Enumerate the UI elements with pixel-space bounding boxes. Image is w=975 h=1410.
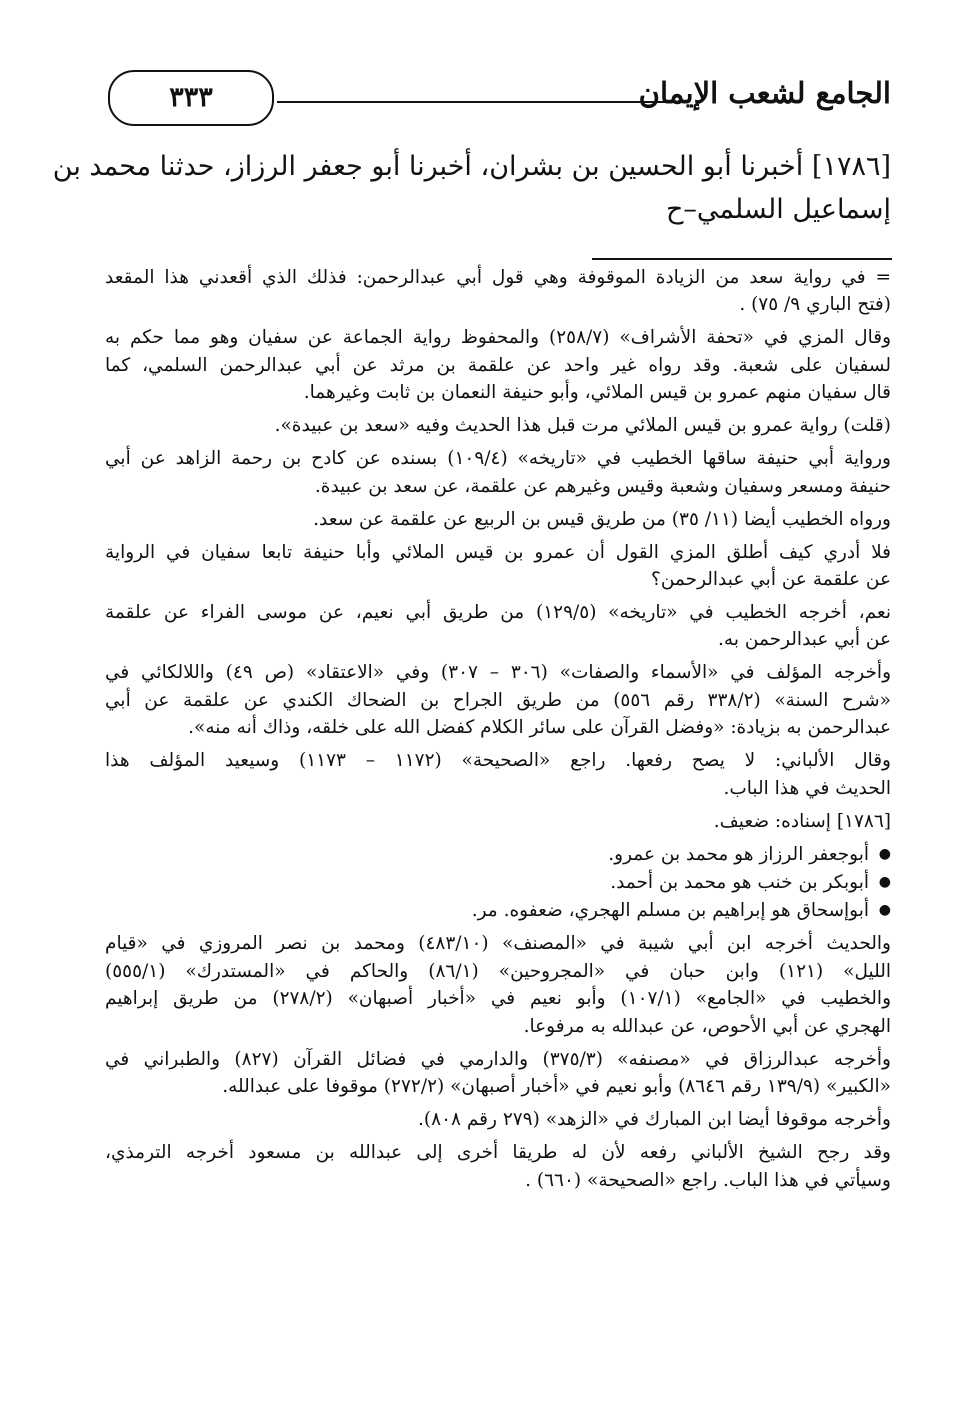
footnotes	[105, 264, 891, 1200]
footnote-paragraph	[105, 264, 891, 319]
footnote-line: لسفيان على شعبة. وقد رواه غير واحد عن علقمة بن مرثد عن أبي عبدالرحمن السلمي، كما	[105, 354, 891, 376]
main-text-line: [١٧٨٦] أخبرنا أبو الحسين بن بشران، أخبرنا أبو جعفر الرزاز، حدثنا محمد بن	[52, 151, 891, 182]
footnote-paragraph	[105, 1106, 891, 1133]
footnote-line: وقال المزي في «تحفة الأشراف» (٢٥٨/٧) والمحفوظ رواية الجماعة عن سفيان وهو مما حكم به	[105, 327, 891, 349]
footnote-line: ورواه الخطيب أيضا (١١/ ٣٥) من طريق قيس بن الربيع عن علقمة عن سعد.	[313, 508, 891, 530]
footnote-line: ورواية أبي حنيفة ساقها الخطيب في «تاريخه» (١٠٩/٤) بسنده عن كادح بن رحمة الزاهد عن أبي	[105, 448, 891, 470]
page-number: ٣٣٣	[108, 70, 274, 126]
footnote-line: «شرح السنة» (٣٣٨/٢ رقم ٥٥٦) من طريق الجراح بن الضحاك الكندي عن علقمة عن أبي	[105, 689, 891, 711]
page-header	[105, 58, 891, 134]
footnote-paragraph	[105, 445, 891, 500]
footnote-line: عن علقمة عن أبي عبدالرحمن؟	[651, 569, 891, 591]
footnote-line: «الكبير» (١٣٩/٩ رقم ٨٦٤٦) وأبو نعيم في «أخبار أصبهان» (٢٧٢/٢) موقوفا على عبدالله.	[222, 1076, 891, 1098]
footnote-line: عبدالرحمن به بزيادة: «وفضل القرآن على سائر الكلام كفضل الله على خلقه، وذاك أنه منه».	[188, 717, 891, 739]
footnote-line: والخطيب في «الجامع» (١٠٧/١) وأبو نعيم في «أخبار أصبهان» (٢٧٨/٢) من طريق إبراهيم	[105, 988, 891, 1010]
footnote-line: قال سفيان منهم عمرو بن قيس الملائي، وأبو حنيفة النعمان بن ثابت وغيرهما.	[303, 382, 891, 404]
footnote-paragraph	[105, 506, 891, 533]
narrator-bullet: ● أبوبكر بن خنب هو محمد بن أحمد.	[105, 869, 891, 896]
footnote-line: الحديث في هذا الباب.	[723, 777, 891, 799]
footnote-line: فلا أدري كيف أطلق المزي القول أن عمرو بن قيس الملائي وأبا حنيفة تابعا سفيان في الرواية	[105, 541, 891, 563]
footnote-line: نعم، أخرجه الخطيب في «تاريخه» (١٢٩/٥) من طريق أبي نعيم، عن موسى الفراء عن علقمة	[105, 602, 891, 624]
footnote-separator	[592, 258, 892, 260]
footnote-line: (فتح الباري ٩/ ٧٥) .	[739, 294, 891, 316]
footnote-line: وقال الألباني: لا يصح رفعها. راجع «الصحيحة» (١١٧٢ – ١١٧٣) وسيعيد المؤلف هذا	[105, 750, 891, 772]
footnote-line: عن أبي عبدالرحمن به.	[718, 629, 891, 651]
footnote-line: (قلت) رواية عمرو بن قيس الملائي مرت قبل هذا الحديث وفيه «سعد بن عبيدة».	[274, 415, 891, 437]
footnote-paragraph	[105, 808, 891, 835]
header-rule	[277, 101, 676, 103]
footnote-line: الليل» (١٢١) وابن حبان في «المجروحين» (٨٦/١) والحاكم في «المستدرك» (٥٥٥/١)	[105, 960, 891, 982]
footnote-paragraph	[105, 659, 891, 741]
footnote-line: وأخرجه عبدالرزاق في «مصنفه» (٣٧٥/٣) والدارمي في فضائل القرآن (٨٢٧) والطبراني في	[105, 1048, 891, 1070]
narrator-bullet: ● أبوإسحاق هو إبراهيم بن مسلم الهجري، ضعفوه. مر.	[105, 897, 891, 924]
footnote-line: الهجري عن أبي الأحوص، عن عبدالله به مرفوعا.	[523, 1015, 891, 1037]
main-text	[52, 145, 891, 231]
narrator-bullet: ● أبوجعفر الرزاز هو محمد بن عمرو.	[105, 841, 891, 868]
footnote-line: [١٧٨٦] إسناده: ضعيف.	[713, 810, 891, 832]
footnote-line: وقد رجح الشيخ الألباني رفعه لأن له طريقا أخرى إلى عبدالله بن مسعود أخرجه الترمذي،	[105, 1142, 891, 1164]
footnote-line: = في رواية سعد من الزيادة الموقوفة وهي قول أبي عبدالرحمن: فذلك الذي أقعدني هذا المقعد	[105, 267, 891, 288]
footnote-line: وسيأتي في هذا الباب. راجع «الصحيحة» (٦٦٠) .	[525, 1169, 891, 1191]
footnote-paragraph	[105, 599, 891, 654]
footnote-paragraph	[105, 412, 891, 439]
narrator-list	[105, 841, 891, 925]
footnote-paragraph	[105, 324, 891, 406]
footnote-line: والحديث أخرجه ابن أبي شيبة في «المصنف» (٤٨٣/١٠) ومحمد بن نصر المروزي في «قيام	[105, 933, 891, 955]
book-title: الجامع لشعب الإيمان	[638, 76, 891, 110]
main-text-line: إسماعيل السلمي–ح	[665, 194, 891, 225]
footnote-paragraph	[105, 930, 891, 1040]
footnote-line: وأخرجه المؤلف في «الأسماء والصفات» (٣٠٦ – ٣٠٧) وفي «الاعتقاد» (ص ٤٩) واللالكائي في	[105, 662, 891, 684]
footnote-paragraph	[105, 539, 891, 594]
footnote-paragraph	[105, 1046, 891, 1101]
footnote-line: حنيفة ومسعر وسفيان وشعبة وقيس وغيرهم عن علقمة، عن سعد بن عبيدة.	[314, 475, 891, 497]
footnote-line: وأخرجه موقوفا أيضا ابن المبارك في «الزهد» (٢٧٩ رقم ٨٠٨).	[418, 1109, 891, 1131]
footnote-paragraph	[105, 1139, 891, 1194]
footnote-paragraph	[105, 747, 891, 802]
